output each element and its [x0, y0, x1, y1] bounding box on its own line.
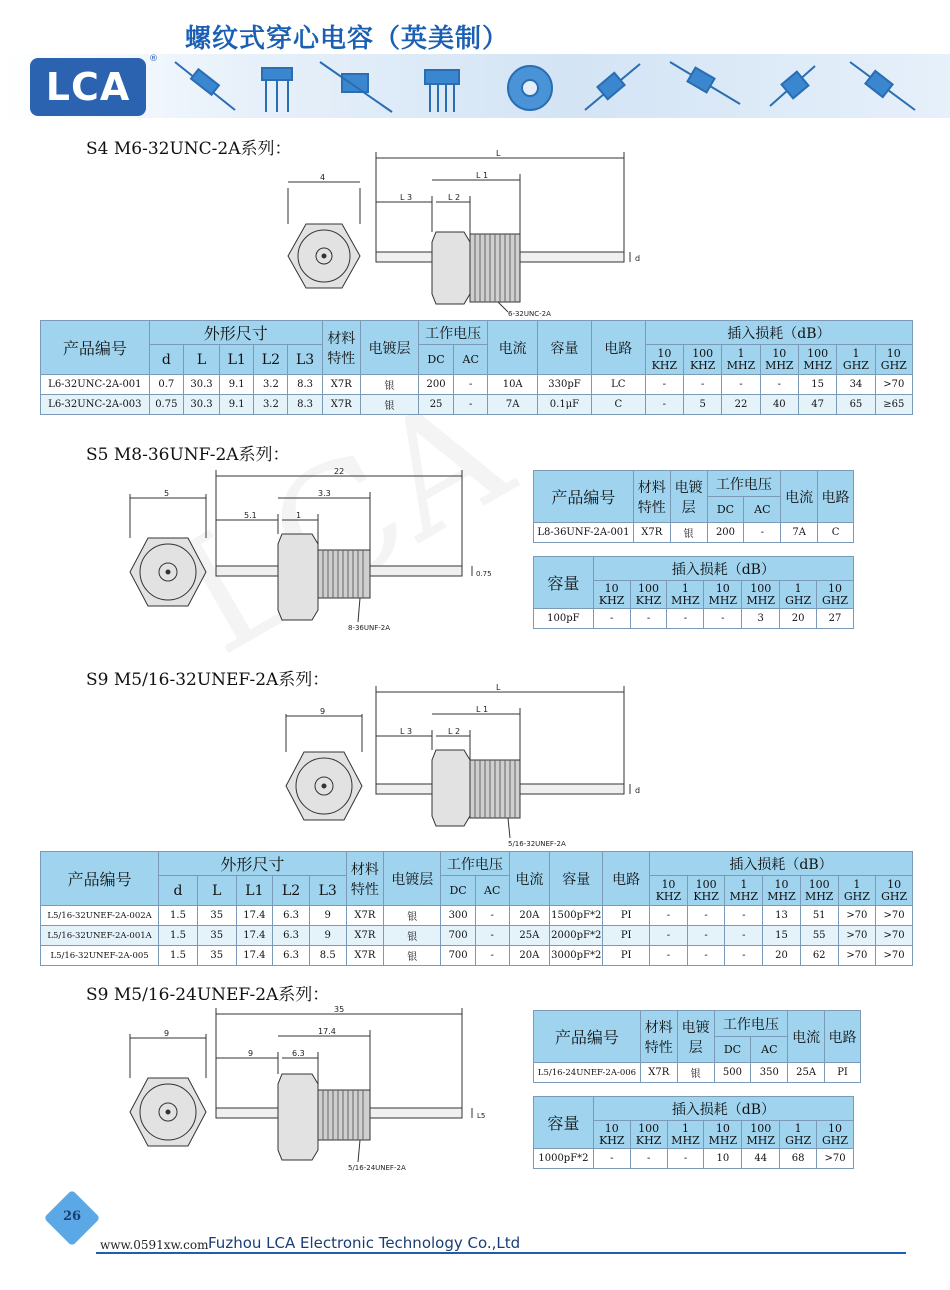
- header-plating: 电镀 层: [670, 471, 707, 523]
- thread-spec: 5/16-32UNEF-2A: [508, 840, 566, 848]
- dim-lead: 5.1: [244, 511, 257, 520]
- cell: C: [591, 395, 645, 415]
- cell: 1500pF*2: [550, 906, 603, 926]
- table-row: [534, 1149, 854, 1169]
- header-capacitance: 容量: [550, 852, 603, 906]
- cell: >70: [875, 375, 912, 395]
- cell: 500: [714, 1063, 751, 1083]
- thread-spec: 5/16-24UNEF-2A: [348, 1164, 406, 1172]
- cell: -: [650, 926, 688, 946]
- footer-company: Fuzhou LCA Electronic Technology Co.,Ltd: [208, 1234, 521, 1252]
- cell: 9.1: [220, 395, 254, 415]
- cell: -: [454, 395, 488, 415]
- cell: 300: [441, 906, 476, 926]
- header-freq: 1 MHZ: [667, 1121, 704, 1149]
- header-freq: 10 MHZ: [763, 876, 801, 906]
- cell: 6.3: [273, 926, 310, 946]
- cell: 银: [670, 523, 707, 543]
- header-dim: L: [197, 876, 236, 906]
- cell: L5/16-32UNEF-2A-005: [41, 946, 159, 966]
- dim-hex: 4: [320, 173, 326, 182]
- header-voltage: 工作电压: [441, 852, 509, 876]
- dim-L2: L 2: [448, 193, 461, 202]
- dim-L: L: [496, 149, 501, 158]
- dim-thread-len: 17.4: [318, 1027, 336, 1036]
- cell: 7A: [488, 395, 538, 415]
- cell: X7R: [633, 523, 670, 543]
- cell: 3: [742, 609, 780, 629]
- spec-table-s5-b: [533, 556, 854, 629]
- header-volt-type: DC: [714, 1037, 751, 1063]
- header-freq: 10 KHZ: [593, 1121, 630, 1149]
- table-row: [41, 926, 913, 946]
- header-capacitance: 容量: [538, 321, 592, 375]
- thread-spec: 8-36UNF-2A: [348, 624, 391, 632]
- cell: -: [722, 375, 760, 395]
- header-freq: 100 KHZ: [687, 876, 725, 906]
- drawing-s9-32: [270, 680, 650, 852]
- header-current: 电流: [509, 852, 550, 906]
- header-capacitance: 容量: [534, 1097, 594, 1149]
- cell: 5: [684, 395, 722, 415]
- header-circuit: 电路: [603, 852, 650, 906]
- cell: >70: [838, 946, 876, 966]
- header-current: 电流: [781, 471, 818, 523]
- cell: X7R: [640, 1063, 677, 1083]
- dim-thread-len: 3.3: [318, 489, 331, 498]
- dim-hex: 5: [164, 489, 170, 498]
- table-row: [534, 1063, 861, 1083]
- header-freq: 1 GHZ: [780, 1121, 817, 1149]
- dim-nut: 6.3: [292, 1049, 305, 1058]
- dim-L1: L 1: [476, 705, 489, 714]
- header-volt-type: AC: [751, 1037, 788, 1063]
- header-freq: 1 MHZ: [722, 345, 760, 375]
- header-freq: 10 MHZ: [760, 345, 798, 375]
- header-code: 产品编号: [534, 471, 634, 523]
- table-row: [41, 946, 913, 966]
- header-freq: 1 GHZ: [780, 581, 817, 609]
- cell: 17.4: [236, 906, 273, 926]
- cell: X7R: [322, 375, 360, 395]
- cell: 3.2: [254, 395, 288, 415]
- spec-table-s9-24-b: [533, 1096, 854, 1169]
- header-code: 产品编号: [41, 852, 159, 906]
- cell: 20A: [509, 906, 550, 926]
- cell: 1.5: [159, 926, 198, 946]
- dim-nut: 1: [296, 511, 302, 520]
- cell: 1000pF*2: [534, 1149, 594, 1169]
- cell: 13: [763, 906, 801, 926]
- cell: 17.4: [236, 946, 273, 966]
- cell: 8.3: [288, 395, 322, 415]
- header-voltage: 工作电压: [418, 321, 487, 345]
- header-freq: 100 MHZ: [742, 581, 780, 609]
- cell: -: [687, 926, 725, 946]
- cell: 35: [197, 906, 236, 926]
- cell: PI: [825, 1063, 861, 1083]
- cell: 200: [707, 523, 744, 543]
- cell: 银: [384, 906, 441, 926]
- header-code: 产品编号: [41, 321, 150, 375]
- cell: 35: [197, 926, 236, 946]
- cell: 8.3: [288, 375, 322, 395]
- header-material: 材料 特性: [633, 471, 670, 523]
- cell: -: [645, 375, 683, 395]
- cell: -: [630, 1149, 667, 1169]
- header-dim: d: [149, 345, 183, 375]
- cell: ≥65: [875, 395, 912, 415]
- table-row: [41, 375, 913, 395]
- cell: 25A: [788, 1063, 825, 1083]
- cell: -: [687, 906, 725, 926]
- cell: 15: [798, 375, 836, 395]
- table-row: [534, 523, 854, 543]
- cell: PI: [603, 926, 650, 946]
- page-number: 26: [62, 1209, 82, 1224]
- header-current: 电流: [788, 1011, 825, 1063]
- cell: 700: [441, 946, 476, 966]
- header-code: 产品编号: [534, 1011, 641, 1063]
- cell: 7A: [781, 523, 818, 543]
- header-freq: 100 MHZ: [798, 345, 836, 375]
- cell: 30.3: [183, 395, 219, 415]
- dim-L2: L 2: [448, 727, 461, 736]
- cell: 银: [384, 926, 441, 946]
- cell: 0.75: [149, 395, 183, 415]
- cell: 9.1: [220, 375, 254, 395]
- cell: 10: [704, 1149, 742, 1169]
- dim-L3: L 3: [400, 727, 413, 736]
- cell: 51: [800, 906, 838, 926]
- header-material: 材料 特性: [322, 321, 360, 375]
- header-freq: 10 MHZ: [704, 581, 742, 609]
- cell: 0.7: [149, 375, 183, 395]
- spec-table-s5-a: [533, 470, 854, 543]
- spec-table-s9-32: [40, 851, 913, 966]
- cell: -: [667, 1149, 704, 1169]
- header-insertion-loss: 插入损耗（dB）: [650, 852, 913, 876]
- cell: 330pF: [538, 375, 592, 395]
- header-dim: L1: [220, 345, 254, 375]
- header-volt-type: AC: [744, 497, 781, 523]
- cell: C: [818, 523, 854, 543]
- cell: -: [593, 1149, 630, 1169]
- cell: >70: [876, 946, 913, 966]
- cell: -: [684, 375, 722, 395]
- footer-divider: [96, 1252, 906, 1254]
- cell: 62: [800, 946, 838, 966]
- dim-lead: 9: [248, 1049, 254, 1058]
- cell: 44: [742, 1149, 780, 1169]
- header-insertion-loss: 插入损耗（dB）: [645, 321, 912, 345]
- thread-spec: 6-32UNC-2A: [508, 310, 551, 318]
- cell: >70: [838, 906, 876, 926]
- cell: 3.2: [254, 375, 288, 395]
- cell: -: [650, 906, 688, 926]
- dim-L: L: [496, 683, 501, 692]
- cell: 20A: [509, 946, 550, 966]
- header-dim: L: [183, 345, 219, 375]
- header-freq: 100 KHZ: [630, 581, 667, 609]
- cell: L5/16-32UNEF-2A-001A: [41, 926, 159, 946]
- header-freq: 10 KHZ: [650, 876, 688, 906]
- header-freq: 100 MHZ: [742, 1121, 780, 1149]
- drawing-s9-24: [120, 1004, 510, 1176]
- header-volt-type: DC: [418, 345, 453, 375]
- cell: 20: [763, 946, 801, 966]
- cell: -: [725, 906, 763, 926]
- dim-d: d: [635, 254, 641, 263]
- header-dim: L1: [236, 876, 273, 906]
- cell: 0.1μF: [538, 395, 592, 415]
- header-capacitance: 容量: [534, 557, 594, 609]
- cell: -: [650, 946, 688, 966]
- header-freq: 1 GHZ: [837, 345, 875, 375]
- cell: 1.5: [159, 906, 198, 926]
- cell: >70: [876, 906, 913, 926]
- header-insertion-loss: 插入损耗（dB）: [593, 1097, 853, 1121]
- cell: -: [725, 946, 763, 966]
- cell: 55: [800, 926, 838, 946]
- footer-url: www.0591xw.com: [100, 1238, 209, 1252]
- cell: 9: [309, 906, 346, 926]
- cell: -: [475, 906, 509, 926]
- cell: X7R: [346, 926, 384, 946]
- header-plating: 电镀层: [384, 852, 441, 906]
- registered-mark: ®: [149, 54, 158, 64]
- header-circuit: 电路: [825, 1011, 861, 1063]
- header-freq: 100 MHZ: [800, 876, 838, 906]
- cell: 银: [360, 395, 418, 415]
- header-volt-type: DC: [707, 497, 744, 523]
- header-freq: 1 MHZ: [667, 581, 704, 609]
- cell: -: [630, 609, 667, 629]
- cell: 700: [441, 926, 476, 946]
- cell: 8.5: [309, 946, 346, 966]
- cell: L6-32UNC-2A-001: [41, 375, 150, 395]
- cell: 25A: [509, 926, 550, 946]
- drawing-s4: [270, 148, 650, 320]
- header-volt-type: AC: [454, 345, 488, 375]
- cell: -: [744, 523, 781, 543]
- page-title: 螺纹式穿心电容（英美制）: [185, 24, 510, 54]
- cell: L6-32UNC-2A-003: [41, 395, 150, 415]
- dim-d: 0.75: [476, 570, 492, 578]
- cell: 银: [384, 946, 441, 966]
- cell: 2000pF*2: [550, 926, 603, 946]
- dim-total: 35: [334, 1005, 345, 1014]
- cell: 3000pF*2: [550, 946, 603, 966]
- header-material: 材料 特性: [640, 1011, 677, 1063]
- cell: 200: [418, 375, 453, 395]
- cell: >70: [876, 926, 913, 946]
- header-dim: L2: [273, 876, 310, 906]
- header-circuit: 电路: [591, 321, 645, 375]
- cell: LC: [591, 375, 645, 395]
- cell: 15: [763, 926, 801, 946]
- header-freq: 1 MHZ: [725, 876, 763, 906]
- section-title-s9-24: S9 M5/16-24UNEF-2A系列：: [86, 985, 330, 1005]
- cell: 银: [360, 375, 418, 395]
- header-circuit: 电路: [818, 471, 854, 523]
- cell: X7R: [322, 395, 360, 415]
- cell: -: [725, 926, 763, 946]
- company-logo: LCA: [30, 58, 146, 116]
- cell: 6.3: [273, 946, 310, 966]
- spec-table-s9-24-a: [533, 1010, 861, 1083]
- cell: -: [593, 609, 630, 629]
- header-freq: 10 KHZ: [645, 345, 683, 375]
- cell: PI: [603, 946, 650, 966]
- cell: 22: [722, 395, 760, 415]
- cell: -: [454, 375, 488, 395]
- cell: PI: [603, 906, 650, 926]
- cell: 47: [798, 395, 836, 415]
- cell: 6.3: [273, 906, 310, 926]
- header-volt-type: DC: [441, 876, 476, 906]
- section-title-s9-32: S9 M5/16-32UNEF-2A系列：: [86, 670, 330, 690]
- table-row: [41, 395, 913, 415]
- dim-hex: 9: [320, 707, 326, 716]
- cell: -: [704, 609, 742, 629]
- header-plating: 电镀 层: [677, 1011, 714, 1063]
- header-material: 材料 特性: [346, 852, 384, 906]
- header-voltage: 工作电压: [714, 1011, 788, 1037]
- header-freq: 10 GHZ: [875, 345, 912, 375]
- dim-L3: L 3: [400, 193, 413, 202]
- header-voltage: 工作电压: [707, 471, 781, 497]
- cell: 20: [780, 609, 817, 629]
- cell: -: [760, 375, 798, 395]
- cell: >70: [817, 1149, 854, 1169]
- cell: -: [645, 395, 683, 415]
- header-freq: 100 KHZ: [684, 345, 722, 375]
- cell: 27: [817, 609, 854, 629]
- header-freq: 10 GHZ: [817, 581, 854, 609]
- cell: 30.3: [183, 375, 219, 395]
- header-freq: 1 GHZ: [838, 876, 876, 906]
- cell: 9: [309, 926, 346, 946]
- header-freq: 10 MHZ: [704, 1121, 742, 1149]
- cell: 350: [751, 1063, 788, 1083]
- header-freq: 10 GHZ: [817, 1121, 854, 1149]
- cell: 100pF: [534, 609, 594, 629]
- cell: -: [667, 609, 704, 629]
- header-dim: L3: [288, 345, 322, 375]
- dim-d: L5: [477, 1112, 486, 1120]
- section-title-s4: S4 M6-32UNC-2A系列：: [86, 139, 292, 159]
- header-dims: 外形尺寸: [159, 852, 346, 876]
- header-volt-type: AC: [475, 876, 509, 906]
- dim-hex: 9: [164, 1029, 170, 1038]
- cell: 34: [837, 375, 875, 395]
- dim-L1: L 1: [476, 171, 489, 180]
- cell: X7R: [346, 946, 384, 966]
- header-freq: 10 GHZ: [876, 876, 913, 906]
- cell: L8-36UNF-2A-001: [534, 523, 634, 543]
- cell: L5/16-32UNEF-2A-002A: [41, 906, 159, 926]
- header-freq: 10 KHZ: [593, 581, 630, 609]
- cell: 1.5: [159, 946, 198, 966]
- cell: -: [475, 946, 509, 966]
- table-row: [534, 609, 854, 629]
- header-dim: L2: [254, 345, 288, 375]
- header-freq: 100 KHZ: [630, 1121, 667, 1149]
- cell: 25: [418, 395, 453, 415]
- header-dim: L3: [309, 876, 346, 906]
- table-row: [41, 906, 913, 926]
- drawing-s5: [120, 462, 510, 634]
- dim-total: 22: [334, 467, 345, 476]
- cell: 40: [760, 395, 798, 415]
- cell: L5/16-24UNEF-2A-006: [534, 1063, 641, 1083]
- header-current: 电流: [488, 321, 538, 375]
- cell: -: [687, 946, 725, 966]
- cell: >70: [838, 926, 876, 946]
- section-title-s5: S5 M8-36UNF-2A系列：: [86, 445, 290, 465]
- header-dims: 外形尺寸: [149, 321, 322, 345]
- cell: 银: [677, 1063, 714, 1083]
- cell: 65: [837, 395, 875, 415]
- cell: -: [475, 926, 509, 946]
- cell: 35: [197, 946, 236, 966]
- header-plating: 电镀层: [360, 321, 418, 375]
- header-dim: d: [159, 876, 198, 906]
- cell: X7R: [346, 906, 384, 926]
- cell: 68: [780, 1149, 817, 1169]
- header-insertion-loss: 插入损耗（dB）: [593, 557, 853, 581]
- dim-d: d: [635, 786, 641, 795]
- cell: 17.4: [236, 926, 273, 946]
- spec-table-s4: [40, 320, 913, 415]
- cell: 10A: [488, 375, 538, 395]
